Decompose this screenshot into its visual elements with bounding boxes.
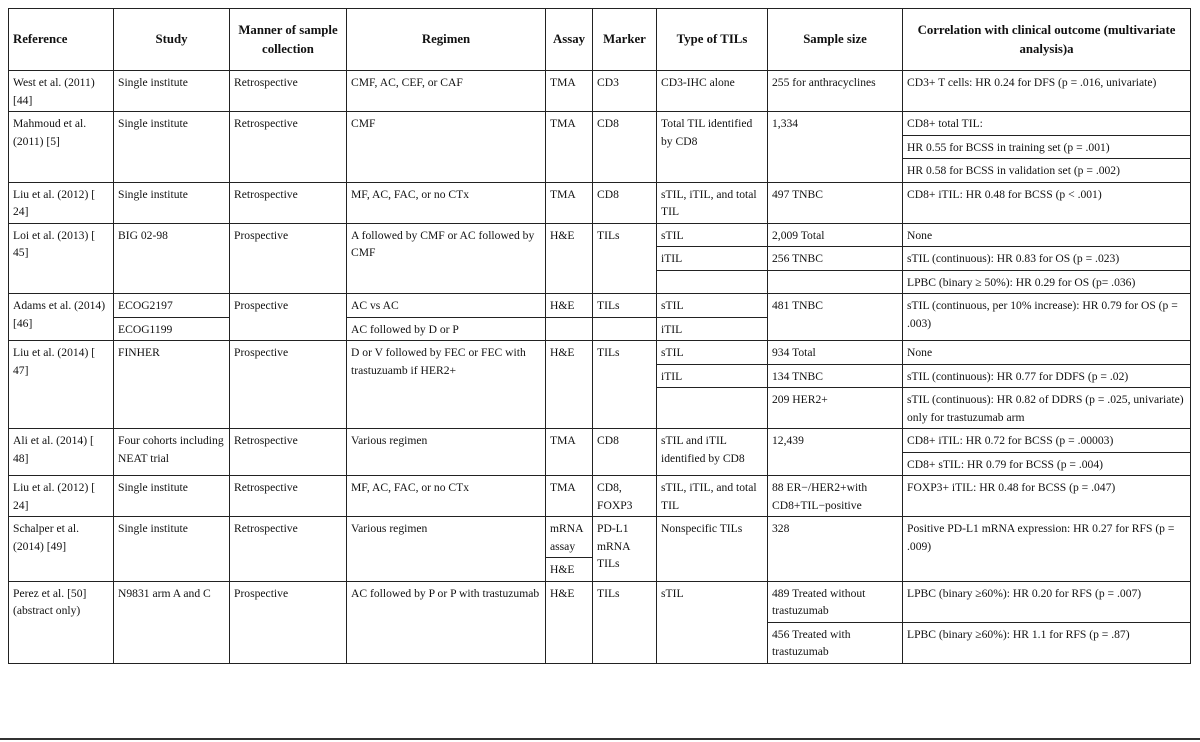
table-row (9, 581, 1191, 622)
cell-marker: CD3 (593, 71, 657, 112)
cell-manner: Prospective (230, 294, 347, 341)
cell-type: sTIL (657, 294, 768, 318)
cell-outcome: CD8+ iTIL: HR 0.48 for BCSS (p < .001) (903, 182, 1191, 223)
cell-manner: Prospective (230, 581, 347, 663)
cell-assay: H&E (546, 558, 593, 582)
cell-outcome: HR 0.55 for BCSS in training set (p = .001) (903, 135, 1191, 159)
cell-study: Single institute (114, 182, 230, 223)
cell-sample (768, 270, 903, 294)
cell-study: Single institute (114, 112, 230, 183)
cell-manner: Prospective (230, 223, 347, 294)
cell-assay: TMA (546, 112, 593, 183)
cell-sample: 497 TNBC (768, 182, 903, 223)
cell-reference: Liu et al. (2014) [ 47] (9, 341, 114, 429)
cell-marker: TILs (593, 581, 657, 663)
cell-marker: CD8 (593, 429, 657, 476)
cell-regimen: Various regimen (347, 517, 546, 582)
cell-study: ECOG2197 (114, 294, 230, 318)
header-assay: Assay (546, 9, 593, 71)
cell-assay: TMA (546, 71, 593, 112)
table-row (9, 223, 1191, 247)
cell-assay: H&E (546, 581, 593, 663)
cell-marker (593, 317, 657, 341)
cell-type: iTIL (657, 247, 768, 271)
table-row (9, 182, 1191, 223)
cell-marker: TILs (593, 223, 657, 294)
cell-sample: 1,334 (768, 112, 903, 183)
cell-sample: 481 TNBC (768, 294, 903, 341)
cell-outcome: CD8+ sTIL: HR 0.79 for BCSS (p = .004) (903, 452, 1191, 476)
cell-regimen: AC followed by D or P (347, 317, 546, 341)
cell-regimen: CMF (347, 112, 546, 183)
cell-outcome: HR 0.58 for BCSS in validation set (p = .002) (903, 159, 1191, 183)
header-row (9, 9, 1191, 71)
cell-regimen: Various regimen (347, 429, 546, 476)
table-row (9, 341, 1191, 365)
cell-outcome: CD8+ iTIL: HR 0.72 for BCSS (p = .00003) (903, 429, 1191, 453)
table-row (9, 112, 1191, 136)
table-row (9, 476, 1191, 517)
cell-type (657, 270, 768, 294)
cell-outcome: LPBC (binary ≥60%): HR 1.1 for RFS (p = .87) (903, 622, 1191, 663)
cell-reference: Perez et al. [50] (abstract only) (9, 581, 114, 663)
cell-study: Single institute (114, 71, 230, 112)
cell-manner: Retrospective (230, 182, 347, 223)
cell-reference: Ali et al. (2014) [ 48] (9, 429, 114, 476)
cell-type (657, 388, 768, 429)
cell-regimen: AC followed by P or P with trastuzumab (347, 581, 546, 663)
cell-sample: 456 Treated with trastuzumab (768, 622, 903, 663)
cell-study: FINHER (114, 341, 230, 429)
cell-marker: TILs (593, 341, 657, 429)
cell-study: N9831 arm A and C (114, 581, 230, 663)
cell-type: iTIL (657, 317, 768, 341)
cell-outcome: LPBC (binary ≥ 50%): HR 0.29 for OS (p= .036) (903, 270, 1191, 294)
header-study: Study (114, 9, 230, 71)
cell-sample: 256 TNBC (768, 247, 903, 271)
cell-regimen: MF, AC, FAC, or no CTx (347, 182, 546, 223)
cell-marker: PD-L1 mRNA TILs (593, 517, 657, 582)
header-marker: Marker (593, 9, 657, 71)
cell-sample: 255 for anthracyclines (768, 71, 903, 112)
cell-sample: 489 Treated without trastuzumab (768, 581, 903, 622)
cell-regimen: MF, AC, FAC, or no CTx (347, 476, 546, 517)
cell-assay: TMA (546, 182, 593, 223)
cell-study: Four cohorts including NEAT trial (114, 429, 230, 476)
cell-outcome: sTIL (continuous): HR 0.83 for OS (p = .023) (903, 247, 1191, 271)
cell-assay: TMA (546, 476, 593, 517)
cell-type: CD3-IHC alone (657, 71, 768, 112)
cell-outcome: Positive PD-L1 mRNA expression: HR 0.27 for RFS (p = .009) (903, 517, 1191, 582)
table-row (9, 71, 1191, 112)
cell-reference: Schalper et al. (2014) [49] (9, 517, 114, 582)
cell-sample: 934 Total (768, 341, 903, 365)
cell-manner: Retrospective (230, 71, 347, 112)
cell-outcome: CD3+ T cells: HR 0.24 for DFS (p = .016, univariate) (903, 71, 1191, 112)
header-type: Type of TILs (657, 9, 768, 71)
cell-marker: CD8 (593, 182, 657, 223)
clinical-outcome-table (8, 8, 1191, 664)
cell-manner: Retrospective (230, 476, 347, 517)
cell-sample: 2,009 Total (768, 223, 903, 247)
header-sample: Sample size (768, 9, 903, 71)
cell-outcome: sTIL (continuous, per 10% increase): HR 0.79 for OS (p = .003) (903, 294, 1191, 341)
cell-type: Nonspecific TILs (657, 517, 768, 582)
cell-type: sTIL (657, 223, 768, 247)
cell-sample: 88 ER−/HER2+with CD8+TIL−positive (768, 476, 903, 517)
cell-manner: Retrospective (230, 517, 347, 582)
cell-assay: mRNA assay (546, 517, 593, 558)
cell-study: BIG 02-98 (114, 223, 230, 294)
header-reference: Reference (9, 9, 114, 71)
cell-regimen: AC vs AC (347, 294, 546, 318)
cell-reference: West et al. (2011) [44] (9, 71, 114, 112)
cell-sample: 134 TNBC (768, 364, 903, 388)
cell-regimen: D or V followed by FEC or FEC with trastuzuamb if HER2+ (347, 341, 546, 429)
cell-outcome: sTIL (continuous): HR 0.77 for DDFS (p = .02) (903, 364, 1191, 388)
cell-type: sTIL, iTIL, and total TIL (657, 476, 768, 517)
cell-reference: Liu et al. (2012) [ 24] (9, 476, 114, 517)
cell-type: sTIL, iTIL, and total TIL (657, 182, 768, 223)
cell-type: iTIL (657, 364, 768, 388)
cell-sample: 209 HER2+ (768, 388, 903, 429)
cell-outcome: sTIL (continuous): HR 0.82 of DDRS (p = .025, univariate) only for trastuzumab arm (903, 388, 1191, 429)
cell-type: sTIL and iTIL identified by CD8 (657, 429, 768, 476)
cell-assay (546, 317, 593, 341)
cell-type: sTIL (657, 581, 768, 663)
cell-outcome: None (903, 341, 1191, 365)
header-regimen: Regimen (347, 9, 546, 71)
cell-outcome: CD8+ total TIL: (903, 112, 1191, 136)
cell-assay: H&E (546, 341, 593, 429)
cell-assay: TMA (546, 429, 593, 476)
header-correlation: Correlation with clinical outcome (multivariate analysis)a (903, 9, 1191, 71)
cell-manner: Retrospective (230, 429, 347, 476)
cell-reference: Liu et al. (2012) [ 24] (9, 182, 114, 223)
cell-reference: Loi et al. (2013) [ 45] (9, 223, 114, 294)
cell-type: sTIL (657, 341, 768, 365)
table-row (9, 429, 1191, 453)
cell-study: Single institute (114, 517, 230, 582)
header-manner: Manner of sample collection (230, 9, 347, 71)
cell-regimen: CMF, AC, CEF, or CAF (347, 71, 546, 112)
cell-marker: TILs (593, 294, 657, 318)
cell-outcome: None (903, 223, 1191, 247)
cell-study: ECOG1199 (114, 317, 230, 341)
table-row (9, 294, 1191, 318)
cell-type: Total TIL identified by CD8 (657, 112, 768, 183)
cell-assay: H&E (546, 223, 593, 294)
table-row (9, 517, 1191, 558)
cell-study: Single institute (114, 476, 230, 517)
bottom-rule (0, 738, 1200, 740)
cell-manner: Prospective (230, 341, 347, 429)
cell-assay: H&E (546, 294, 593, 318)
cell-manner: Retrospective (230, 112, 347, 183)
cell-outcome: LPBC (binary ≥60%): HR 0.20 for RFS (p = .007) (903, 581, 1191, 622)
cell-sample: 12,439 (768, 429, 903, 476)
cell-outcome: FOXP3+ iTIL: HR 0.48 for BCSS (p = .047) (903, 476, 1191, 517)
cell-marker: CD8 (593, 112, 657, 183)
cell-marker: CD8, FOXP3 (593, 476, 657, 517)
cell-regimen: A followed by CMF or AC followed by CMF (347, 223, 546, 294)
cell-reference: Adams et al. (2014) [46] (9, 294, 114, 341)
cell-reference: Mahmoud et al. (2011) [5] (9, 112, 114, 183)
cell-sample: 328 (768, 517, 903, 582)
